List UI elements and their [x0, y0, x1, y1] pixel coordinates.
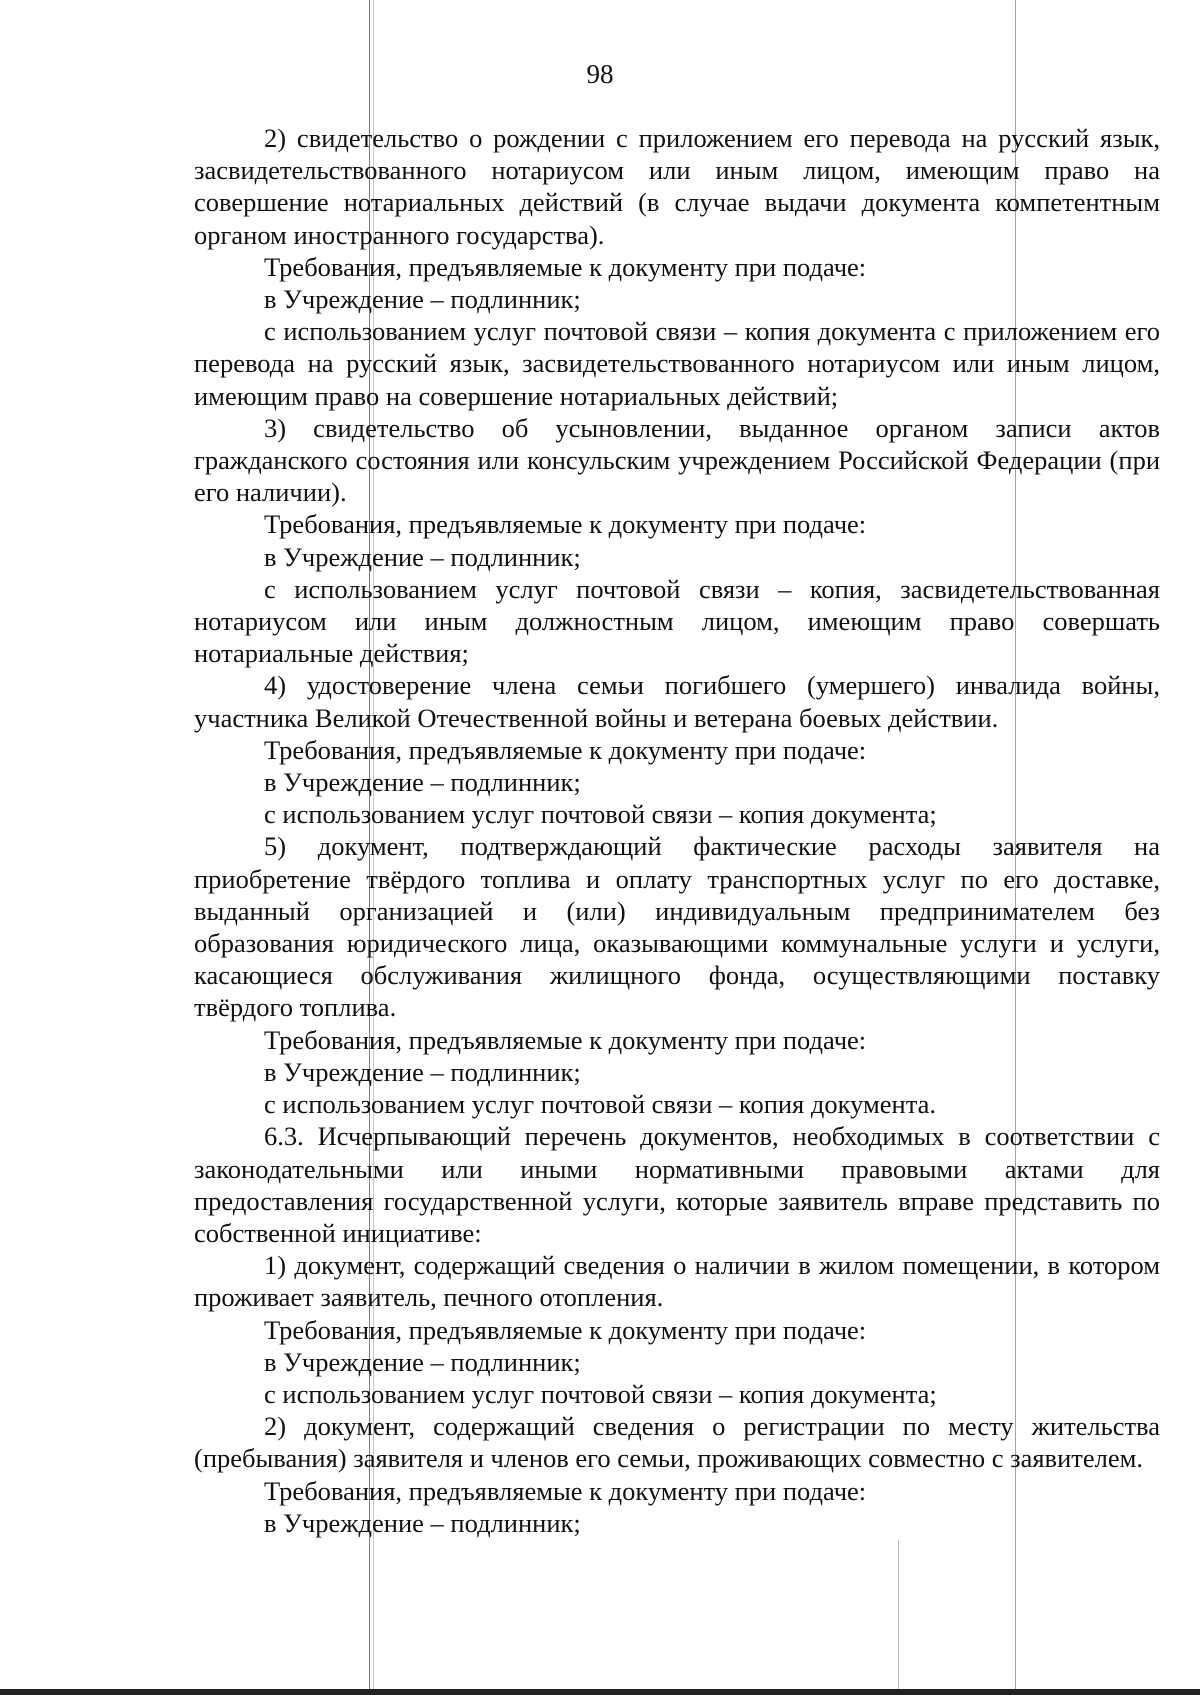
paragraph: в Учреждение – подлинник;: [264, 284, 581, 315]
paragraph: 2) документ, содержащий сведения о регистрации по месту жительства (пребывания) заявителя и членов его семьи, проживающих совместно с заявителем.: [194, 1411, 1160, 1474]
paragraph: Требования, предъявляемые к документу при подаче:: [264, 251, 867, 282]
paragraph: 4) удостоверение члена семьи погибшего (умершего) инвалида войны, участника Великой Отечественной войны и ветерана боевых действии.: [194, 670, 1160, 733]
paragraph: 6.3. Исчерпывающий перечень документов, необходимых в соответствии с законодательными или иными нормативными правовыми актами для предоставления государственной услуги, которые заявитель вправе представить по собственной инициативе:: [194, 1121, 1160, 1248]
paragraph: 5) документ, подтверждающий фактические расходы заявителя на приобретение твёрдого топлива и оплату транспортных услуг по его доставке, выданный организацией и (или) индивидуальным предпринимателем без образования юридического лица, оказывающими коммунальные услуги и услуги, касающиеся обслуживания жилищного фонда, осуществляющими поставку твёрдого топлива.: [194, 831, 1160, 1023]
paragraph: Требования, предъявляемые к документу при подаче:: [264, 734, 867, 765]
paragraph: с использованием услуг почтовой связи – копия документа;: [264, 1378, 937, 1409]
paragraph: в Учреждение – подлинник;: [264, 1346, 581, 1377]
paragraph: 2) свидетельство о рождении с приложением его перевода на русский язык, засвидетельствованного нотариусом или иным лицом, имеющим право на совершение нотариальных действий (в случае выдачи документа компетентным органом иностранного государства).: [194, 123, 1160, 250]
scan-bottom-edge: [0, 1689, 1200, 1695]
paragraph: в Учреждение – подлинник;: [264, 1056, 581, 1087]
page-number: 98: [586, 59, 614, 89]
scan-fold-line: [898, 1540, 899, 1695]
paragraph: в Учреждение – подлинник;: [264, 767, 581, 798]
paragraph: 3) свидетельство об усыновлении, выданное органом записи актов гражданского состояния или консульским учреждением Российской Федерации (при его наличии).: [194, 412, 1160, 508]
paragraph: в Учреждение – подлинник;: [264, 1507, 581, 1538]
paragraph: Требования, предъявляемые к документу при подаче:: [264, 1475, 867, 1506]
paragraph: Требования, предъявляемые к документу при подаче:: [264, 509, 867, 540]
paragraph: с использованием услуг почтовой связи – копия документа.: [264, 1089, 937, 1120]
paragraph: в Учреждение – подлинник;: [264, 541, 581, 572]
paragraph: Требования, предъявляемые к документу при подаче:: [264, 1024, 867, 1055]
paragraph: с использованием услуг почтовой связи – копия документа;: [264, 799, 937, 830]
document-body: [194, 122, 1160, 1539]
paragraph: 1) документ, содержащий сведения о наличии в жилом помещении, в котором проживает заявитель, печного отопления.: [194, 1250, 1160, 1313]
paragraph: с использованием услуг почтовой связи – копия, засвидетельствованная нотариусом или иным должностным лицом, имеющим право совершать нотариальные действия;: [194, 573, 1160, 669]
paragraph: Требования, предъявляемые к документу при подаче:: [264, 1314, 867, 1345]
paragraph: с использованием услуг почтовой связи – копия документа с приложением его перевода на русский язык, засвидетельствованного нотариусом или иным лицом, имеющим право на совершение нотариальных действий;: [194, 316, 1160, 411]
